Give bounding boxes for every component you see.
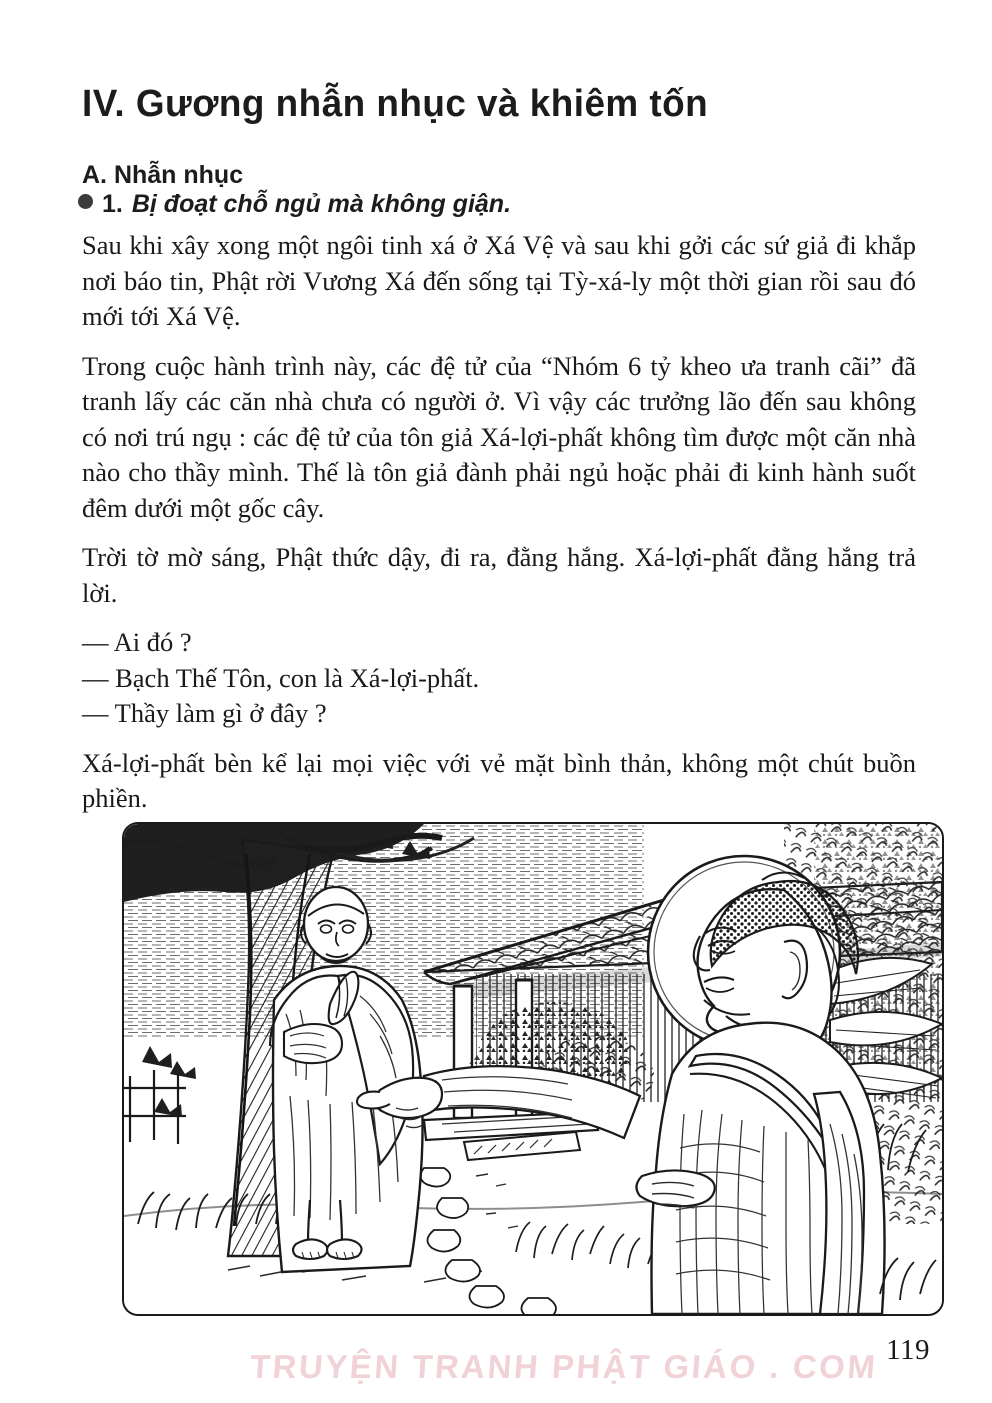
page-title: IV. Gương nhẫn nhục và khiêm tốn (82, 83, 709, 126)
illustration-frame (122, 822, 944, 1316)
paragraph-2: Trong cuộc hành trình này, các đệ tử của “Nhóm 6 tỷ kheo ưa tranh cãi” đã tranh lấy các căn nhà chưa có người ở. Vì vậy các trưởng lão đến sau không có nơi trú ngụ : các đệ tử của tôn giả Xá-lợi-phất không tìm được một căn nhà nào cho thầy mình. Thế là tôn giả đành phải ngủ hoặc phải đi kinh hành suốt đêm dưới một gốc cây. (82, 350, 916, 523)
section-heading: A. Nhẫn nhục (82, 160, 244, 189)
dialogue-line: — Bạch Thế Tôn, con là Xá-lợi-phất. (82, 662, 480, 693)
paragraph-1: Sau khi xây xong một ngôi tinh xá ở Xá Vệ và sau khi gởi các sứ giả đi khắp nơi báo tin, Phật rời Vương Xá đến sống tại Tỳ-xá-ly một thời gian rồi sau đó mới tới Xá Vệ. (82, 230, 916, 331)
story-heading (78, 190, 511, 219)
story-title: Bị đoạt chỗ ngủ mà không giận. (131, 190, 512, 218)
illustration-drawing (124, 824, 942, 1314)
dialogue-line: — Ai đó ? (82, 627, 192, 657)
paragraph-closing: Xá-lợi-phất bèn kể lại mọi việc với vẻ mặt bình thản, không một chút buồn phiền. (82, 747, 916, 813)
dialogue-line: — Thầy làm gì ở đây ? (82, 698, 327, 728)
body-text (82, 228, 916, 817)
site-watermark: TRUYỆN TRANH PHẬT GIÁO . COM (248, 1348, 879, 1385)
bullet-icon (78, 194, 93, 209)
paragraph-3: Trời tờ mờ sáng, Phật thức dậy, đi ra, đằng hắng. Xá-lợi-phất đằng hắng trả lời. (82, 542, 916, 608)
dialogue-block (82, 625, 916, 732)
page-number: 119 (886, 1334, 930, 1366)
story-number: 1. (102, 190, 123, 218)
